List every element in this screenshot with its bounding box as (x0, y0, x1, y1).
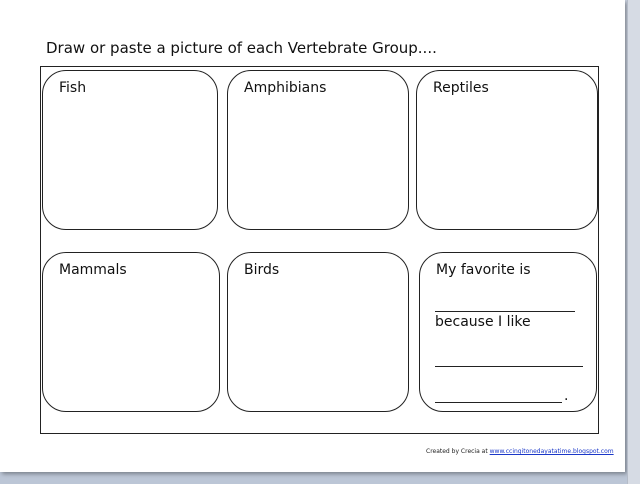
birds-label: Birds (244, 262, 280, 278)
page-title: Draw or paste a picture of each Vertebrate Group.... (46, 39, 437, 57)
fish-label: Fish (59, 80, 87, 96)
amphibians-label: Amphibians (244, 80, 327, 96)
credit-line (426, 448, 614, 455)
credit-prefix: Created by Crecia at (426, 448, 488, 455)
favorite-answer-line (435, 311, 575, 312)
mammals-box (42, 252, 220, 412)
credit-link[interactable]: www.ccingitonedayatatime.blogspot.com (489, 448, 614, 455)
mammals-label: Mammals (59, 262, 127, 278)
reptiles-box (416, 70, 598, 230)
because-label: because I like (435, 314, 531, 330)
fish-box (42, 70, 218, 230)
window-edge (627, 0, 640, 484)
favorite-prompt: My favorite is (436, 262, 531, 278)
reason-line-2 (435, 402, 562, 403)
birds-box (227, 252, 409, 412)
favorite-box (419, 252, 597, 412)
reason-line-1 (435, 366, 583, 367)
reason-period: . (564, 388, 569, 404)
reptiles-label: Reptiles (433, 80, 489, 96)
amphibians-box (227, 70, 409, 230)
